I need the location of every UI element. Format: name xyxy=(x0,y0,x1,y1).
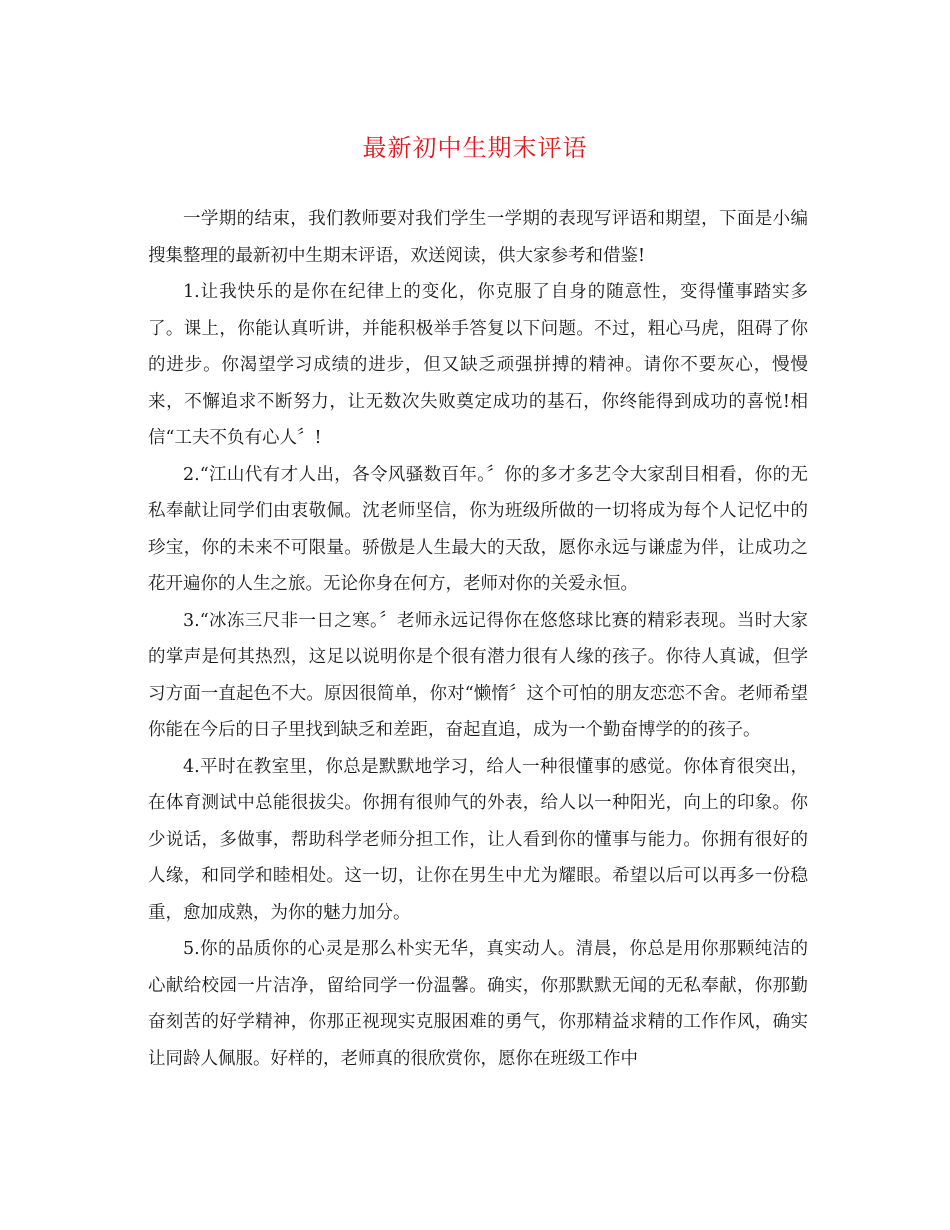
comment-paragraph-4: 4.平时在教室里，你总是默默地学习，给人一种很懂事的感觉。你体育很突出，在体育测试中总能很拔尖。你拥有很帅气的外表，给人以一种阳光，向上的印象。你少说话，多做事，帮助科学老师分担工作，让人看到你的懂事与能力。你拥有很好的人缘，和同学和睦相处。这一切，让你在男生中尤为耀眼。希望以后可以再多一份稳重，愈加成熟，为你的魅力加分。 xyxy=(148,756,808,923)
comment-paragraph-5: 5.你的品质你的心灵是那么朴实无华，真实动人。清晨，你总是用你那颗纯洁的心献给校园一片洁净，留给同学一份温馨。确实，你那默默无闻的无私奉献，你那勤奋刻苦的好学精神，你那正视现实克服困难的勇气，你那精益求精的工作作风，确实让同龄人佩服。好样的，老师真的很欣赏你，愿你在班级工作中 xyxy=(148,939,808,1069)
comment-paragraph-3: 3.“冰冻三尺非一日之寒。〞老师永远记得你在悠悠球比赛的精彩表现。当时大家的掌声是何其热烈，这足以说明你是个很有潜力很有人缘的孩子。你待人真诚，但学习方面一直起色不大。原因很简单，你对“懒惰〞这个可怕的朋友恋恋不舍。老师希望你能在今后的日子里找到缺乏和差距，奋起直追，成为一个勤奋博学的的孩子。 xyxy=(148,610,808,740)
comment-paragraph-1: 1.让我快乐的是你在纪律上的变化，你克服了自身的随意性，变得懂事踏实多了。课上，你能认真听讲，并能积极举手答复以下问题。不过，粗心马虎，阻碍了你的进步。你渴望学习成绩的进步，但又缺乏顽强拼搏的精神。请你不要灰心，慢慢来，不懈追求不断努力，让无数次失败奠定成功的基石，你终能得到成功的喜悦!相信“工夫不负有心人〞! xyxy=(148,282,808,448)
document-title: 最新初中生期末评语 xyxy=(362,134,588,162)
comment-paragraph-2: 2.“江山代有才人出，各令风骚数百年。〞你的多才多艺令大家刮目相看，你的无私奉献让同学们由衷敬佩。沈老师坚信，你为班级所做的一切将成为每个人记忆中的珍宝，你的未来不可限量。骄傲是人生最大的天敌，愿你永远与谦虚为伴，让成功之花开遍你的人生之旅。无论你身在何方，老师对你的关爱永恒。 xyxy=(148,464,808,594)
intro-paragraph: 一学期的结束，我们教师要对我们学生一学期的表现写评语和期望，下面是小编搜集整理的最新初中生期末评语，欢送阅读，供大家参考和借鉴! xyxy=(148,209,808,266)
document-body xyxy=(148,201,808,1077)
